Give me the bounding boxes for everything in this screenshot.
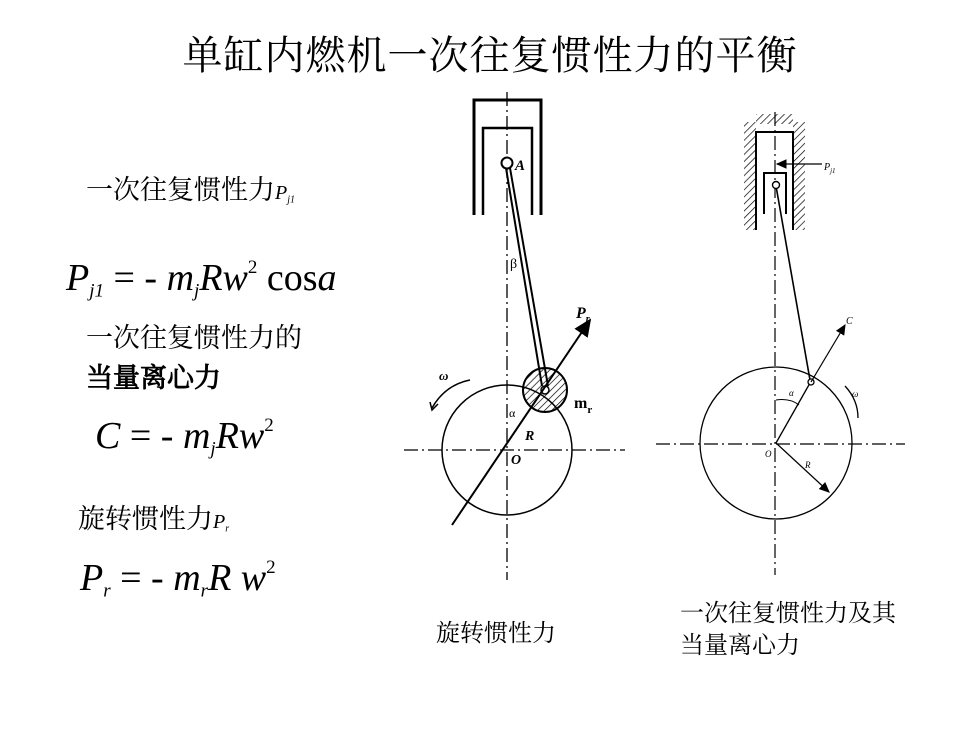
- label-alpha: α: [789, 388, 794, 398]
- label-alpha: α: [509, 406, 516, 420]
- label-pr: $P_r$: [576, 305, 590, 325]
- rotational-force-symbol: $P_r$: [213, 511, 230, 535]
- equation-equivalent-force: C = - $m_jRw^2$: [95, 414, 274, 460]
- equation-primary-force: $P_{j1}$ = - $m_jRw^2$ cosa: [66, 256, 337, 302]
- rotational-caption: 旋转惯性力: [436, 619, 556, 647]
- equation-rotational-force: $P_r$ = - $m_rR$ $w^2$: [80, 556, 276, 602]
- label-a: A: [515, 158, 526, 174]
- label-pj1: $P_{j1}$: [824, 162, 836, 175]
- equivalent-force-label: 一次往复惯性力的: [86, 323, 302, 354]
- equivalent-centrifugal-label: 当量离心力: [86, 363, 221, 394]
- label-c: C: [846, 316, 853, 327]
- piston-pin: [502, 158, 513, 169]
- cylinder-wall-left: [744, 122, 756, 230]
- rotational-force-label: 旋转惯性力$P_r$: [78, 504, 230, 535]
- label-omega: ω: [852, 389, 859, 399]
- force-pr-arrow: [452, 320, 593, 525]
- label-beta: β: [510, 257, 518, 272]
- radius-arrow: [776, 443, 829, 492]
- label-mr: $m_r$: [574, 395, 593, 416]
- label-r: R: [805, 460, 811, 470]
- page-title: 单缸内燃机一次往复惯性力的平衡: [182, 33, 798, 79]
- primary-force-symbol: $P_{j1}$: [275, 182, 295, 206]
- connecting-rod: [506, 168, 542, 386]
- primary-force-label: 一次往复惯性力$P_{j1}$: [86, 175, 295, 206]
- equivalent-caption: 一次往复惯性力及其 当量离心力: [680, 599, 896, 659]
- cylinder-wall-right: [793, 122, 805, 230]
- force-c-arrow: [811, 325, 845, 382]
- equivalent-force-diagram: [656, 112, 905, 575]
- label-o: O: [765, 449, 772, 459]
- label-r: R: [525, 429, 535, 444]
- label-omega: ω: [439, 368, 449, 383]
- label-o: O: [511, 453, 522, 468]
- rotational-force-diagram: [404, 92, 625, 580]
